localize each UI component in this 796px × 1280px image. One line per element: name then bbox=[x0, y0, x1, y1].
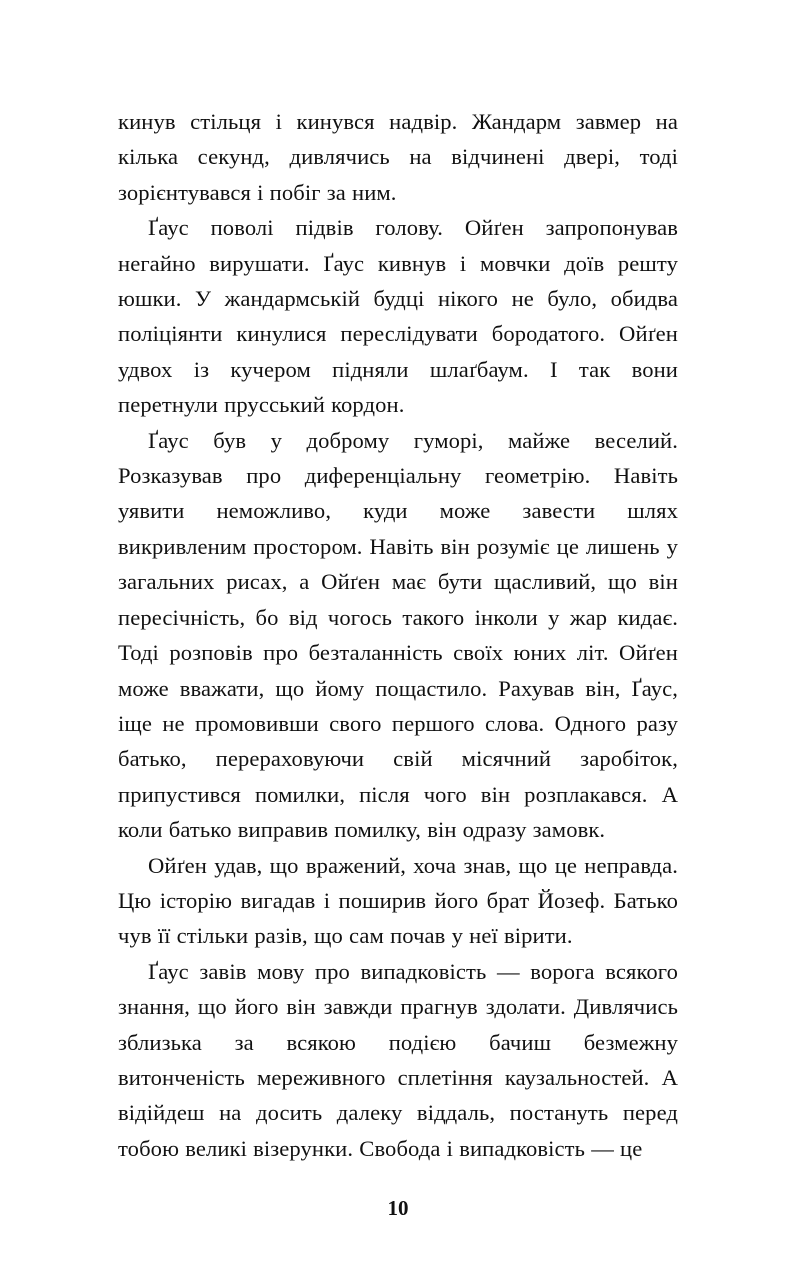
paragraph: Ґаус завів мову про випадковість — ворога всякого знання, що його він завжди прагнув здолати. Дивлячись зблизька за всякою подією бачиш безмежну витонченість мереживного сплетіння каузальностей. А відійдеш на досить далеку віддаль, постануть перед тобою великі візерунки. Свобода і випадковість — це bbox=[118, 958, 678, 1161]
paragraph: Ґаус поволі підвів голову. Ойґен запропонував негайно вирушати. Ґаус кивнув і мовчки доїв решту юшки. У жандармській будці нікого не було, обидва поліціянти кинулися переслідувати бородатого. Ойґен удвох із кучером підняли шлаґбаум. І так вони перетнули прусський кордон. bbox=[118, 215, 678, 418]
paragraph: кинув стільця і кинувся надвір. Жандарм завмер на кілька секунд, дивлячись на відчинені двері, тоді зорієнтувався і побіг за ним. bbox=[118, 109, 678, 205]
paragraph: Ойґен удав, що вражений, хоча знав, що це неправда. Цю історію вигадав і поширив його брат Йозеф. Батько чув її стільки разів, що сам почав у неї вірити. bbox=[118, 852, 678, 949]
body-text bbox=[118, 104, 678, 1166]
page-number: 10 bbox=[387, 1196, 409, 1220]
paragraph: Ґаус був у доброму гуморі, майже веселий. Розказував про диференціальну геометрію. Навіть уявити неможливо, куди може завести шлях викривленим простором. Навіть він розуміє це лишень у загальних рисах, а Ойґен має бути щасливий, що він пересічність, бо від чогось такого інколи у жар кидає. Тоді розповів про безталанність своїх юних літ. Ойґен може вважати, що йому пощастило. Рахував він, Ґаус, іще не промовивши свого першого слова. Одного разу батько, перераховуючи свій місячний заробіток, припустився помилки, після чого він розплакався. А коли батько виправив помилку, він одразу замовк. bbox=[118, 427, 678, 843]
